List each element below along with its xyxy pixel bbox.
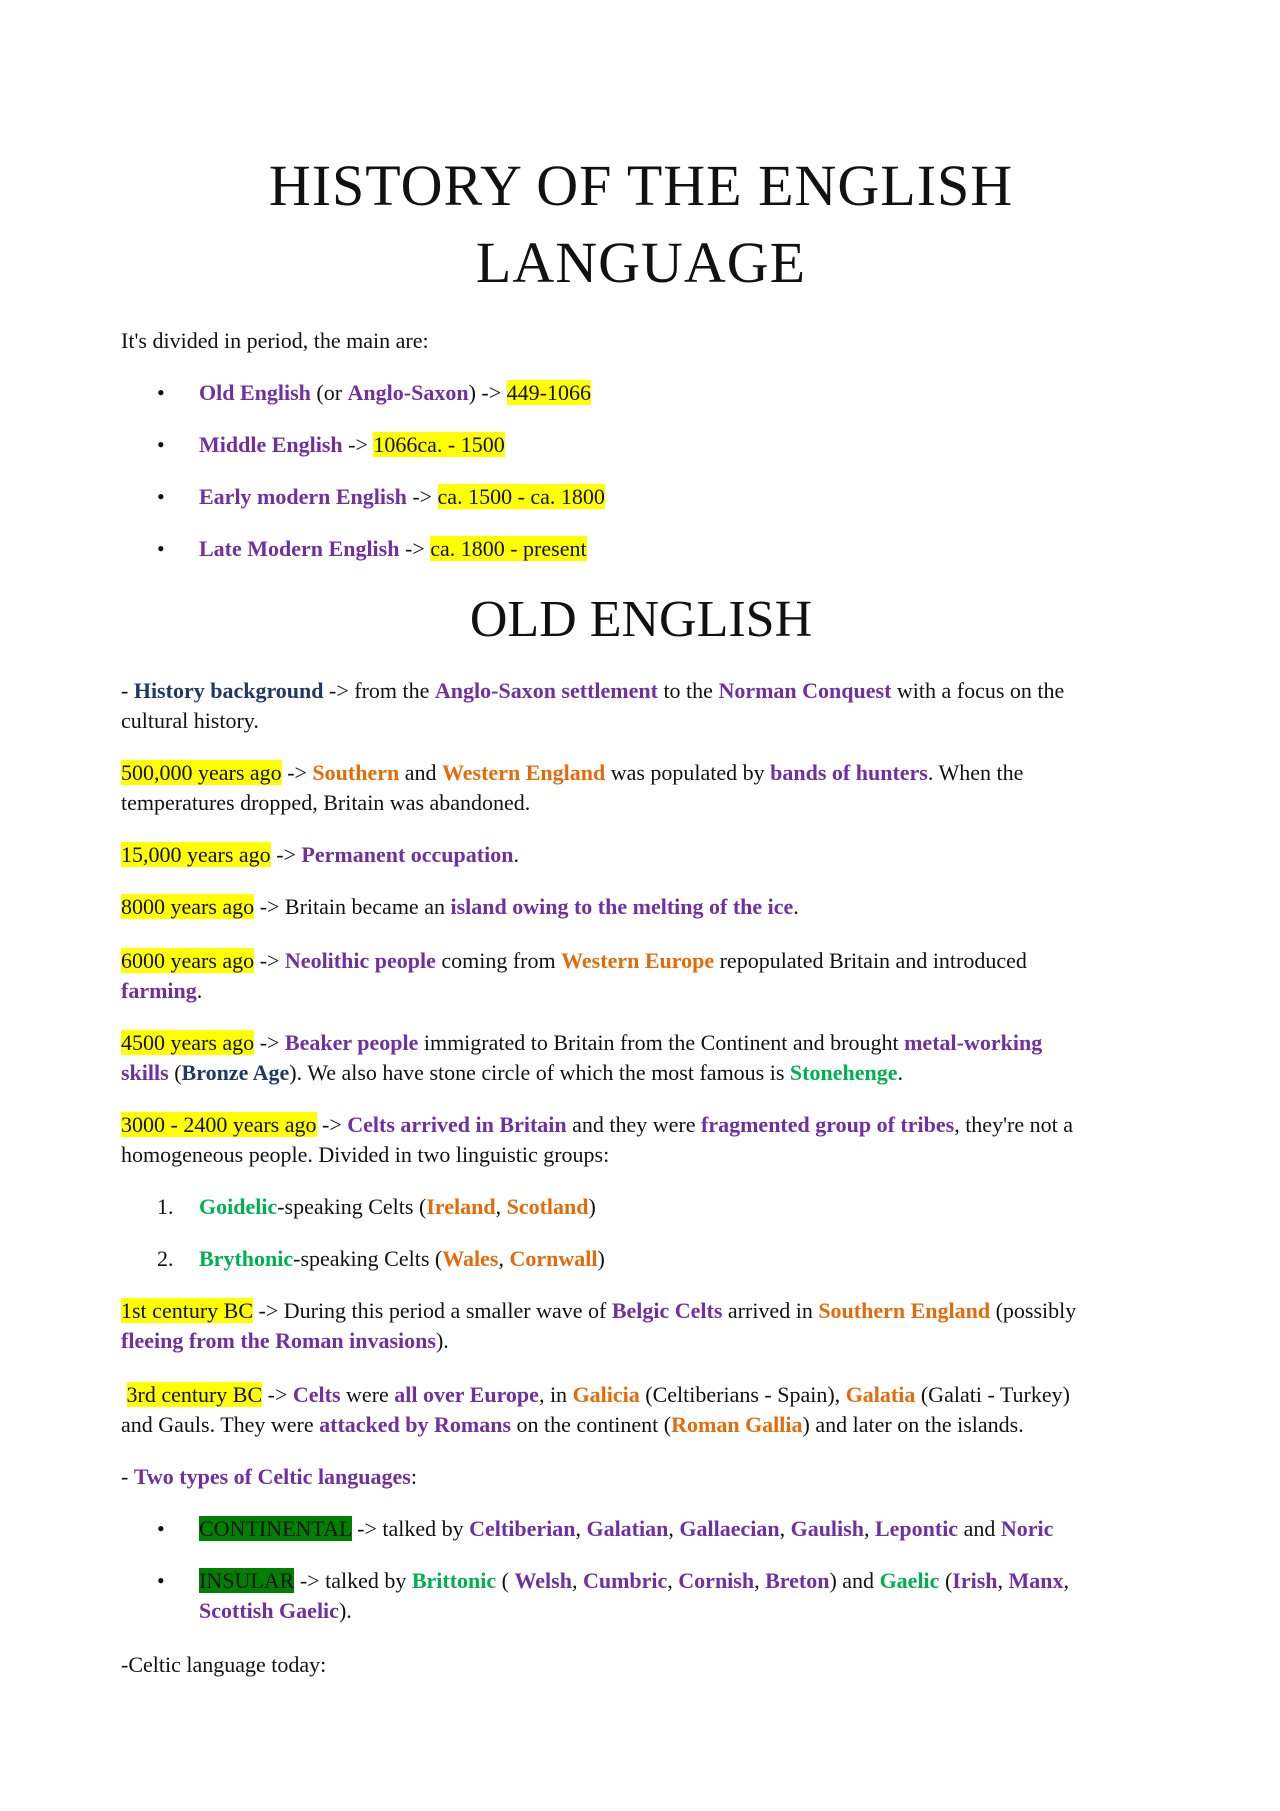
paragraph-history-background: - History background -> from the Anglo-Saxon settlement to the Norman Conquest with a focus on the cultural history. xyxy=(121,678,1065,733)
continental-highlight: CONTINENTAL xyxy=(199,1516,352,1541)
date-highlight: ca. 1500 - ca. 1800 xyxy=(437,484,605,509)
paragraph-6000-years: 6000 years ago -> Neolithic people coming from Western Europe repopulated Britain and introduced farming. xyxy=(121,948,1027,1003)
date-highlight: 449-1066 xyxy=(506,380,591,405)
paragraph-15000-years: 15,000 years ago -> Permanent occupation. xyxy=(121,842,519,867)
date-highlight: ca. 1800 - present xyxy=(430,536,587,561)
document-page: HISTORY OF THE ENGLISH LANGUAGE It's divided in period, the main are: • Old English (or Anglo-Saxon) -> 449-1066 • Middle English -> 1066ca. - 1500 • Early modern English -> ca. 1500 - ca. 1800 • Late Modern English -> ca. 1800 - present OLD ENGLISH - History background -> from the Anglo-Saxon settlement to the Norman Conquest with a focus on the cultural history. 500,000 years ago -> Southern and Western England was populated by bands of hunters. When the temperatures dropped, Britain was abandoned. 15,000 years ago -> Permanent occupation. 8000 years ago -> Britain became an island owing to the melting of the ice. 6000 years ago -> Neolithic people coming from Western Europe repopulated Britain and introduced farming. 4500 years ago -> Beaker people immigrated to Britain from the Continent and brought metal-working skills (Bronze Age). We also have stone circle of which the most famous is Stonehenge. 3000 - 2400 years ago -> Celts arrived in Britain and they were fragmented group of tribes, they're not a homogeneous people. Divided in two linguistic groups: 1. Goidelic-speaking Celts (Ireland, Scotland) 2. Brythonic-speaking Celts (Wales, Cornwall) 1st century BC -> During this period a smaller wave of Belgic Celts arrived in Southern England (possibly fleeing from the Roman invasions). 3rd century BC -> Celts were all over Europe, in Galicia (Celtiberians - Spain), Galatia (Galati - Turkey) and Gauls. They were attacked by Romans on the continent (Roman Gallia) and later on the islands. - Two types of Celtic languages: • CONTINENTAL -> talked by Celtiberian, Galatian, Gallaecian, Gaulish, Lepontic and Noric • INSULAR -> talked by Brittonic ( Welsh, Cumbric, Cornish, Breton) and Gaelic (Irish, Manx, Scottish Gaelic). -Celtic language today: xyxy=(0,0,1280,1811)
date-highlight: 1066ca. - 1500 xyxy=(373,432,505,457)
paragraph-1st-century-bc: 1st century BC -> During this period a smaller wave of Belgic Celts arrived in Southern England (possibly fleeing from the Roman invasions). xyxy=(121,1298,1077,1353)
paragraph-3000-years: 3000 - 2400 years ago -> Celts arrived in Britain and they were fragmented group of tribes, they're not a homogeneous people. Divided in two linguistic groups: xyxy=(121,1112,1073,1167)
paragraph-8000-years: 8000 years ago -> Britain became an island owing to the melting of the ice. xyxy=(121,894,799,919)
paragraph-4500-years: 4500 years ago -> Beaker people immigrated to Britain from the Continent and brought metal-working skills (Bronze Age). We also have stone circle of which the most famous is Stonehenge. xyxy=(121,1030,1043,1085)
document-title: HISTORY OF THE ENGLISH LANGUAGE xyxy=(268,153,1014,295)
paragraph-3rd-century-bc: 3rd century BC -> Celts were all over Europe, in Galicia (Celtiberians - Spain), Galatia (Galati - Turkey) and Gauls. They were attacked by Romans on the continent (Roman Gallia) and later on the islands. xyxy=(121,1382,1070,1437)
paragraph-celtic-today: -Celtic language today: xyxy=(121,1652,327,1677)
section-title: OLD ENGLISH xyxy=(469,591,813,648)
paragraph-500000-years: 500,000 years ago -> Southern and Western England was populated by bands of hunters. When the temperatures dropped, Britain was abandoned. xyxy=(121,760,1024,815)
insular-highlight: INSULAR xyxy=(199,1568,295,1593)
paragraph-celtic-types: - Two types of Celtic languages: xyxy=(121,1464,417,1489)
intro-text: It's divided in period, the main are: xyxy=(121,328,429,353)
